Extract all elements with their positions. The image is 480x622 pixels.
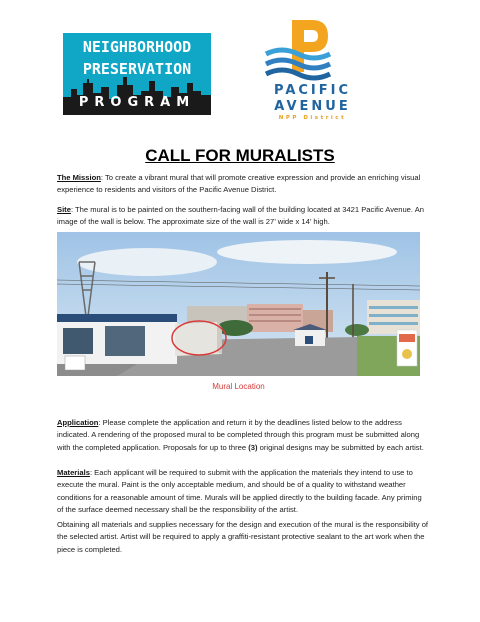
photo-caption: Mural Location (212, 382, 265, 391)
application-paragraph (57, 417, 429, 454)
pacific-logo-line2: AVENUE (274, 99, 351, 114)
page-title: CALL FOR MURALISTS (145, 146, 335, 165)
obligations-paragraph: Obtaining all materials and supplies necessary for the design and execution of the mural is the responsibility of the selected artist. Artist will be required to apply a graffiti-resistant protective sealant to the art work when the piece is completed. (57, 520, 429, 554)
application-label: Application (57, 418, 99, 427)
materials-text: : Each applicant will be required to submit with the application the materials they intend to use to execute the mural. Paint is the only acceptable medium, and should be of a quality to withstand weather conditions for a reasonable amount of time. Murals will be applied directly to the building facade. Any priming of the surface deemed necessary shall be the responsibility of the artist. (57, 468, 422, 514)
npp-logo-line2: PRESERVATION (82, 60, 192, 78)
mission-text: : To create a vibrant mural that will promote creative expression and provide an enriching visual experience to residents and visitors of the Pacific Avenue District. (57, 173, 421, 195)
mission-paragraph (57, 172, 429, 197)
materials-paragraph (57, 467, 429, 516)
pacific-logo-line3: NPP District (278, 115, 347, 121)
site-photo (57, 232, 420, 376)
site-paragraph (57, 204, 429, 229)
application-bold-count: (3) (248, 442, 258, 452)
npp-logo-line1: NEIGHBORHOOD (82, 38, 192, 56)
site-label: Site (57, 205, 71, 214)
site-text: : The mural is to be painted on the southern-facing wall of the building located at 3421 Pacific Avenue. An image of the wall is below. The approximate size of the wall is 27’ wide x 14’ high. (57, 205, 424, 227)
application-text-before: : Please complete the application and return it by the deadlines listed below to the address indicated. A rendering of the proposed mural to be completed through this program must be submitted along with the completed application. Proposals for up to three (57, 418, 420, 452)
materials-label: Materials (57, 468, 90, 477)
mission-label: The Mission (57, 173, 101, 182)
pacific-avenue-p-mark (262, 16, 334, 92)
application-text-after: original designs may be submitted by each artist. (257, 442, 424, 452)
pacific-logo-line1: PACIFIC (273, 83, 352, 98)
npp-logo-line3: PROGRAM (78, 95, 196, 110)
neighborhood-preservation-program-logo (63, 33, 211, 115)
